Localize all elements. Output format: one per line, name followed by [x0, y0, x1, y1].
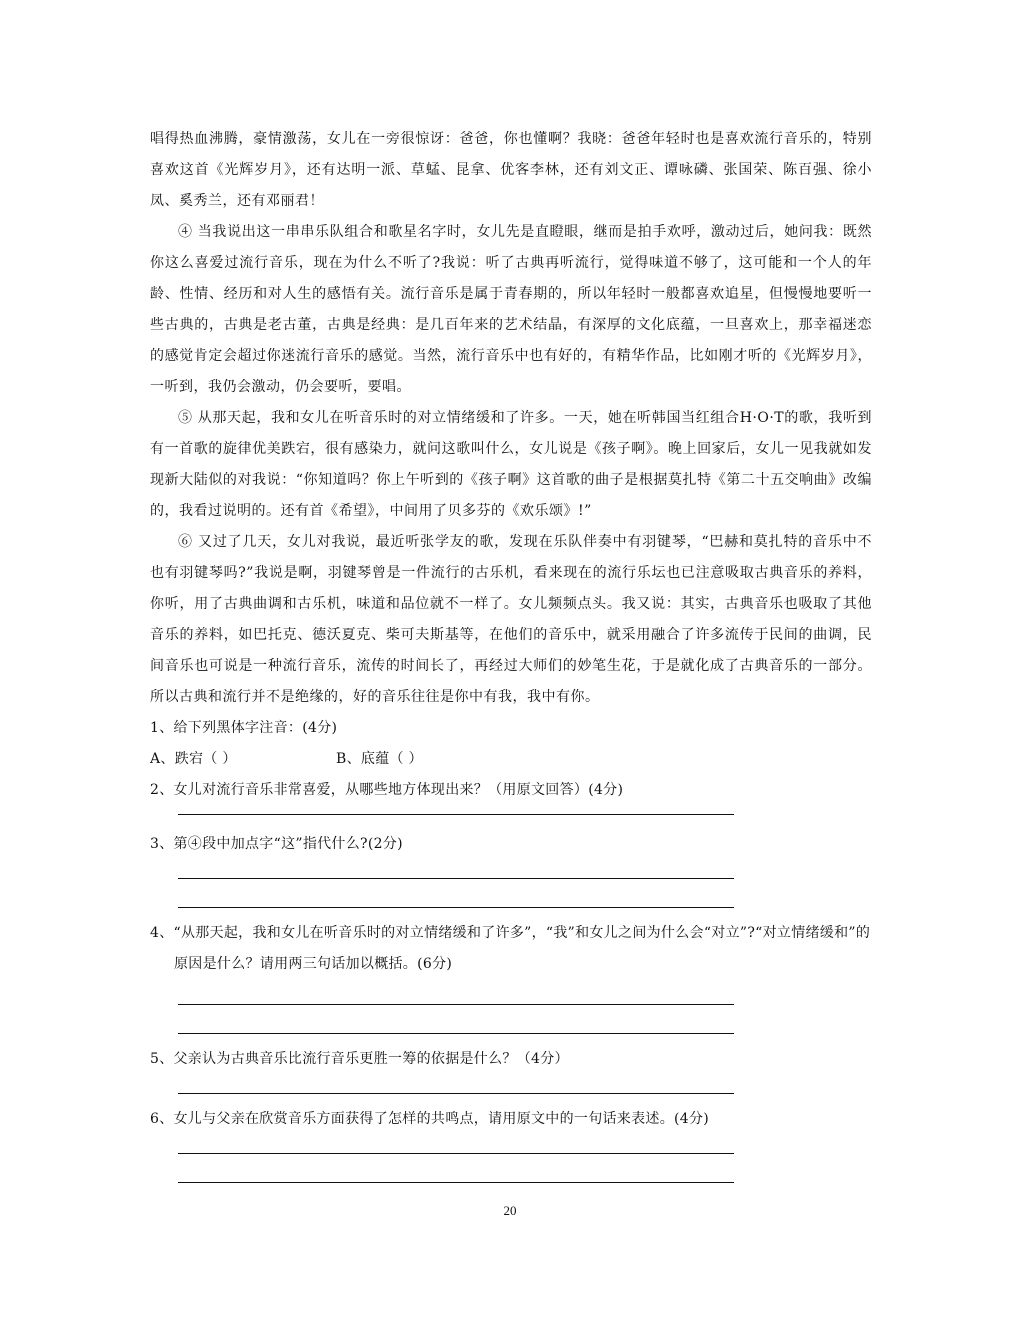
page-number: 20	[503, 1203, 517, 1218]
question-1: 1、给下列黑体字注音：(4分)	[150, 720, 338, 736]
question-5: 5、父亲认为古典音乐比流行音乐更胜一筹的依据是什么？（4分）	[150, 1051, 569, 1067]
question-1-option-b: B、底蕴（ ）	[336, 751, 423, 767]
question-3: 3、第④段中加点字“这”指代什么?(2分)	[150, 836, 403, 852]
question-1-options	[150, 744, 872, 775]
passage-paragraph-5: ⑤ 从那天起，我和女儿在听音乐时的对立情绪缓和了许多。一天，她在听韩国当红组合H·O·T的歌，我听到有一首歌的旋律优美跌宕，很有感染力，就问这歌叫什么，女儿说是《孩子啊》。晚上回家后，女儿一见我就如发现新大陆似的对我说：“你知道吗？你上午听到的《孩子啊》这首歌的曲子是根据莫扎特《第二十五交响曲》改编的，我看过说明的。还有首《希望》，中间用了贝多芬的《欢乐颂》!”	[150, 410, 872, 519]
question-4: 4、“从那天起，我和女儿在听音乐时的对立情绪缓和了许多”，“我”和女儿之间为什么会“对立”?“对立情绪缓和”的原因是什么？请用两三句话加以概括。(6分)	[150, 925, 871, 972]
passage-paragraph-6: ⑥ 又过了几天，女儿对我说，最近听张学友的歌，发现在乐队伴奏中有羽键琴，“巴赫和莫扎特的音乐中不也有羽键琴吗?”我说是啊，羽键琴曾是一件流行的古乐机，看来现在的流行乐坛也已注意吸取古典音乐的养料，你听，用了古典曲调和古乐机，味道和品位就不一样了。女儿频频点头。我又说：其实，古典音乐也吸取了其他音乐的养料，如巴托克、德沃夏克、柴可夫斯基等，在他们的音乐中，就采用融合了许多流传于民间的曲调，民间音乐也可说是一种流行音乐，流传的时间长了，再经过大师们的妙笔生花，于是就化成了古典音乐的一部分。所以古典和流行并不是绝缘的，好的音乐往往是你中有我，我中有你。	[150, 534, 872, 705]
answer-line-q6-2[interactable]	[178, 1182, 734, 1183]
passage-paragraph-intro: 唱得热血沸腾，豪情激荡，女儿在一旁很惊讶：爸爸，你也懂啊？我晓：爸爸年轻时也是喜欢流行音乐的，特别喜欢这首《光辉岁月》，还有达明一派、草蜢、昆拿、优客李林，还有刘文正、谭咏磷、张国荣、陈百强、徐小凤、奚秀兰，还有邓丽君！	[150, 131, 872, 209]
question-1-option-a: A、跌宕（ ）	[150, 751, 237, 767]
question-6: 6、女儿与父亲在欣赏音乐方面获得了怎样的共鸣点，请用原文中的一句话来表述。(4分)	[150, 1111, 710, 1127]
passage-paragraph-4: ④ 当我说出这一串串乐队组合和歌星名字时，女儿先是直瞪眼，继而是拍手欢呼，激动过后，她问我：既然你这么喜爱过流行音乐，现在为什么不听了?我说：听了古典再听流行，觉得味道不够了，这可能和一个人的年龄、性情、经历和对人生的感悟有关。流行音乐是属于青春期的，所以年轻时一般都喜欢追星，但慢慢地要听一些古典的，古典是老古董，古典是经典：是几百年来的艺术结晶，有深厚的文化底蕴，一旦喜欢上，那幸福迷恋的感觉肯定会超过你迷流行音乐的感觉。当然，流行音乐中也有好的，有精华作品，比如刚才听的《光辉岁月》，一听到，我仍会激动，仍会要听，要唱。	[150, 224, 872, 395]
question-2: 2、女儿对流行音乐非常喜爱，从哪些地方体现出来？（用原文回答）(4分)	[150, 782, 624, 798]
document-page	[150, 124, 872, 1183]
